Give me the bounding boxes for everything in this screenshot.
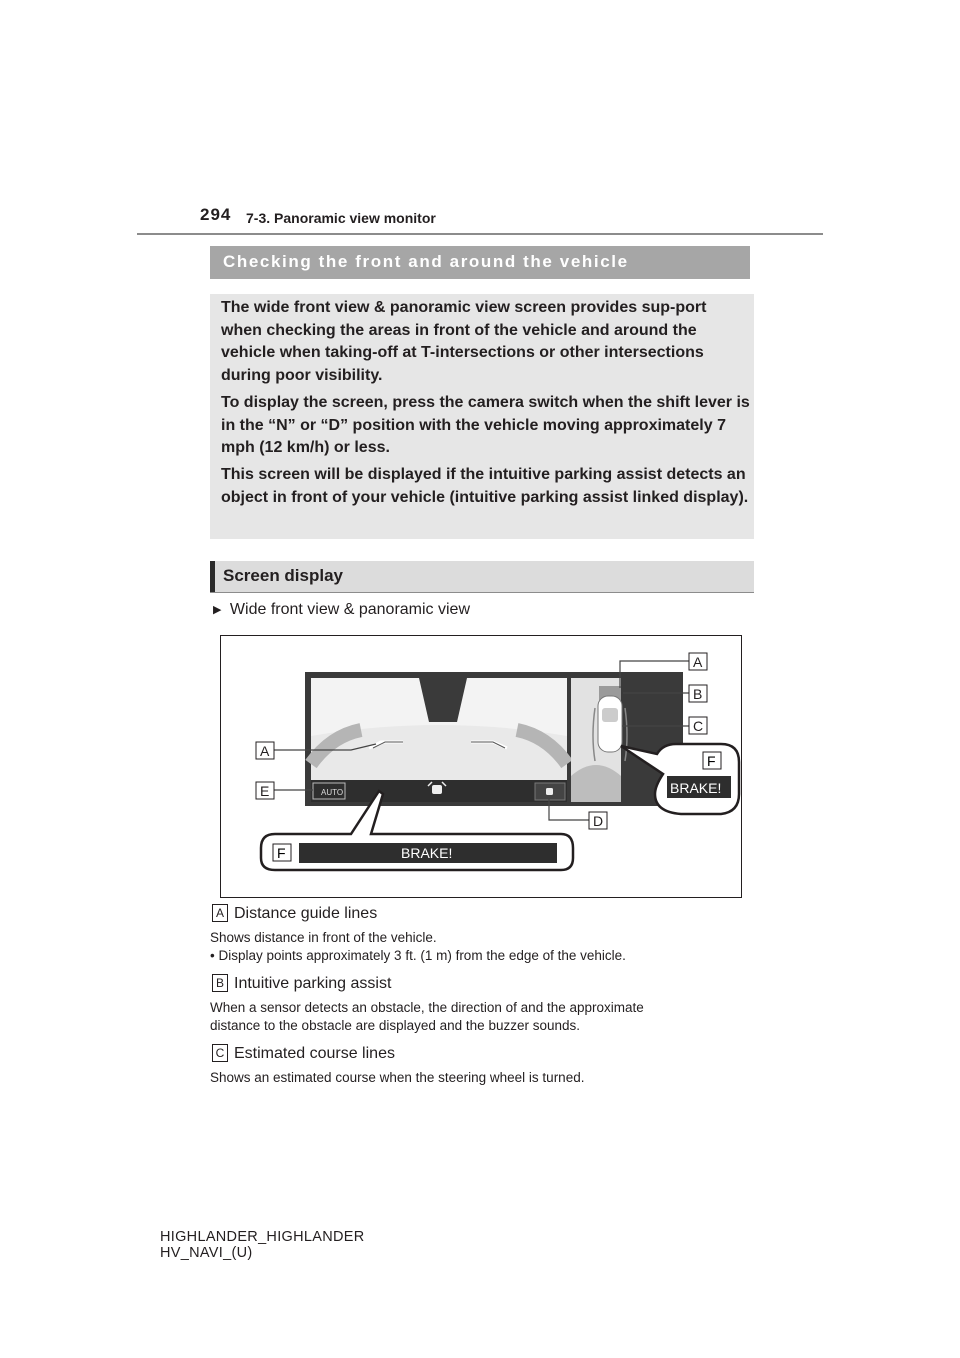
screen-display-heading-bar bbox=[210, 561, 754, 593]
heading-underline bbox=[210, 592, 754, 593]
heading-accent bbox=[210, 561, 215, 593]
item-a-title: Distance guide lines bbox=[234, 905, 378, 922]
vehicle-top-icon bbox=[598, 696, 622, 752]
item-c bbox=[212, 1044, 395, 1063]
item-b-title: Intuitive parking assist bbox=[234, 975, 392, 992]
sensor-car-icon bbox=[432, 785, 442, 794]
callout-a-right: A bbox=[693, 654, 703, 670]
callout-a-left: A bbox=[260, 743, 270, 759]
brake-text-bottom: BRAKE! bbox=[401, 845, 453, 861]
item-a-desc-line-1: Shows distance in front of the vehicle. bbox=[210, 930, 437, 945]
callout-b: B bbox=[693, 686, 703, 702]
view-bullet bbox=[213, 601, 470, 619]
intro-box bbox=[210, 294, 754, 539]
callout-f-bottom: F bbox=[277, 845, 286, 861]
auto-label: AUTO bbox=[321, 788, 344, 797]
header-divider bbox=[137, 233, 823, 235]
item-a-desc-line-2: • Display points approximately 3 ft. (1 m) from the edge of the vehicle. bbox=[210, 948, 626, 963]
item-c-letter: C bbox=[212, 1044, 228, 1062]
footer-line-2: HV_NAVI_(U) bbox=[160, 1245, 253, 1261]
intro-paragraph-3: This screen will be displayed if the intuitive parking assist detects an object in front of your vehicle (intuitive parking assist linked display). bbox=[221, 466, 749, 506]
item-b-desc-line-1: When a sensor detects an obstacle, the direction of and the approximate bbox=[210, 1000, 644, 1015]
main-heading-bar bbox=[210, 246, 750, 279]
main-heading: Checking the front and around the vehicle bbox=[223, 252, 629, 271]
item-b-letter: B bbox=[212, 974, 228, 992]
triangle-bullet-icon: ▶ bbox=[213, 604, 222, 616]
brake-text-right: BRAKE! bbox=[670, 780, 722, 796]
item-b bbox=[212, 974, 391, 993]
item-c-title: Estimated course lines bbox=[234, 1045, 395, 1062]
callout-e: E bbox=[260, 783, 270, 799]
item-c-desc-line-1: Shows an estimated course when the steering wheel is turned. bbox=[210, 1070, 585, 1085]
screen-display-heading: Screen display bbox=[223, 566, 344, 585]
panoramic-view-illustration bbox=[221, 636, 741, 897]
page-number: 294 bbox=[200, 205, 232, 224]
item-b-desc bbox=[210, 999, 644, 1035]
item-c-desc bbox=[210, 1069, 584, 1087]
intro-paragraph-1: The wide front view & panoramic view screen provides sup-port when checking the areas in front of the vehicle and around the vehicle when taking-off at T-intersections or other intersections during poor visibility. bbox=[221, 299, 707, 384]
panoramic-ground bbox=[571, 765, 621, 802]
view-bullet-text: Wide front view & panoramic view bbox=[229, 601, 471, 618]
callout-c: C bbox=[693, 718, 704, 734]
item-a-letter: A bbox=[212, 904, 228, 922]
panoramic-view-figure bbox=[220, 635, 742, 898]
item-a bbox=[212, 904, 377, 923]
callout-d: D bbox=[593, 813, 604, 829]
item-a-desc bbox=[210, 929, 626, 965]
footer bbox=[160, 1229, 365, 1261]
section-title: 7-3. Panoramic view monitor bbox=[246, 210, 436, 226]
item-b-desc-line-2: distance to the obstacle are displayed and the buzzer sounds. bbox=[210, 1018, 580, 1033]
callout-f-right: F bbox=[707, 753, 716, 769]
intro-paragraph-2: To display the screen, press the camera switch when the shift lever is in the “N” or “D” position with the vehicle moving approximately 7 mph (12 km/h) or less. bbox=[221, 394, 750, 456]
view-switch-icon bbox=[546, 788, 553, 795]
vehicle-windshield bbox=[602, 708, 618, 722]
footer-line-1: HIGHLANDER_HIGHLANDER bbox=[160, 1229, 365, 1245]
